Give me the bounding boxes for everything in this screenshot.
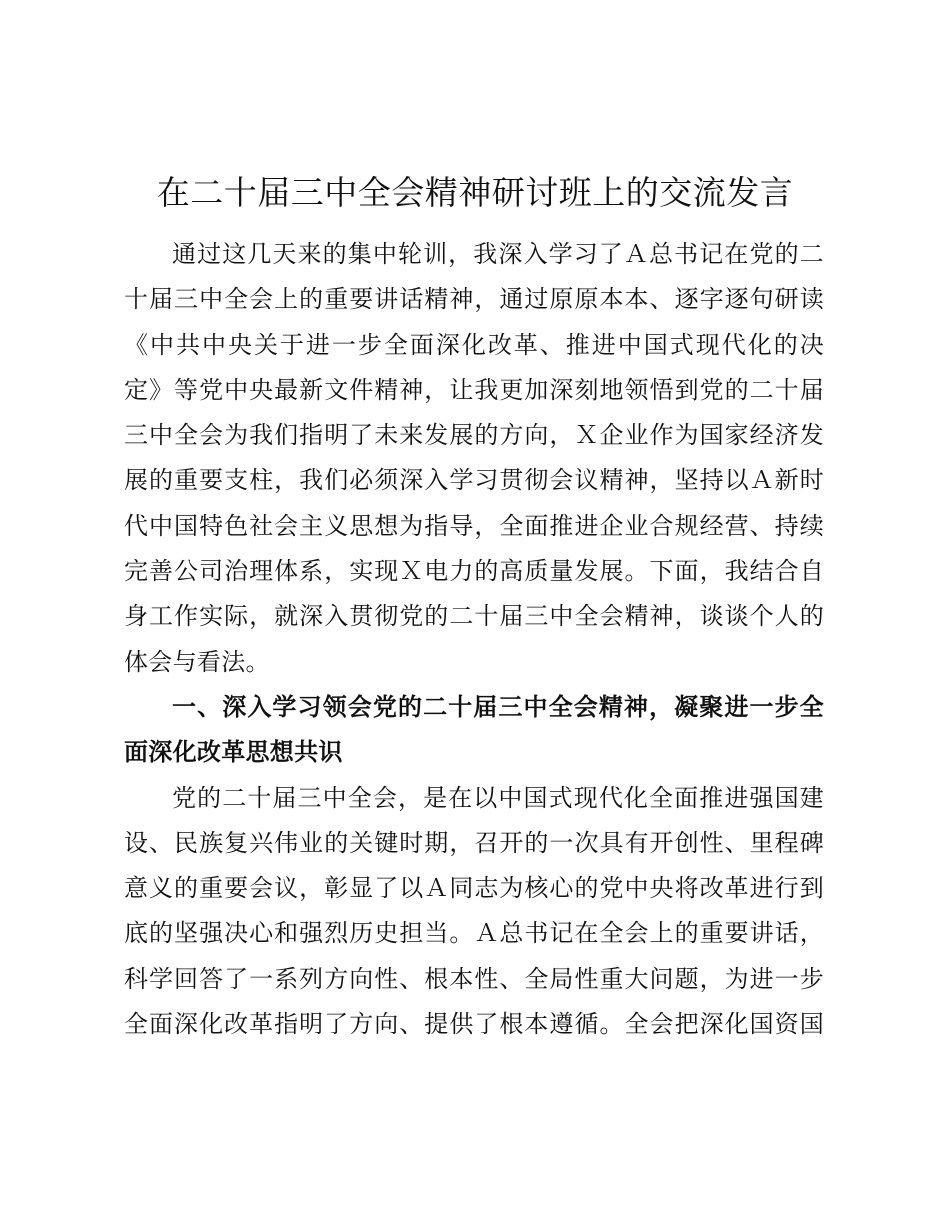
paragraph-2-line-5: 科学回答了一系列方向性、根本性、全局性重大问题，为进一步 [124,964,824,993]
paragraph-2-line-6: 全面深化改革指明了方向、提供了根本遵循。全会把深化国资国 [124,1010,824,1039]
paragraph-2-line-4: 底的坚强决心和强烈历史担当。Ａ总书记在全会上的重要讲话， [124,919,824,948]
paragraph-1-line-1: 通过这几天来的集中轮训，我深入学习了Ａ总书记在党的二 [172,240,824,268]
paragraph-1-line-10: 体会与看法。 [124,647,270,676]
paragraph-2-line-2: 设、民族复兴伟业的关键时期，召开的一次具有开创性、里程碑 [124,828,824,857]
paragraph-1-line-7: 代中国特色社会主义思想为指导，全面推进企业合规经营、持续 [124,511,824,540]
paragraph-1-line-9: 身工作实际，就深入贯彻党的二十届三中全会精神，谈谈个人的 [124,602,824,631]
section-heading-line-1: 一、深入学习领会党的二十届三中全会精神，凝聚进一步全 [172,692,824,721]
paragraph-2-line-3: 意义的重要会议，彰显了以Ａ同志为核心的党中央将改革进行到 [124,874,824,903]
paragraph-1-line-3: 《中共中央关于进一步全面深化改革、推进中国式现代化的决 [124,330,824,359]
document-title: 在二十届三中全会精神研讨班上的交流发言 [156,173,794,212]
section-heading-line-2: 面深化改革思想共识 [124,738,343,767]
document-body [124,232,824,1047]
paragraph-1-line-2: 十届三中全会上的重要讲话精神，通过原原本本、逐字逐句研读 [124,285,824,314]
paragraph-1-line-4: 定》等党中央最新文件精神，让我更加深刻地领悟到党的二十届 [124,375,824,404]
paragraph-1-line-8: 完善公司治理体系，实现Ｘ电力的高质量发展。下面，我结合自 [124,557,824,586]
paragraph-1-line-5: 三中全会为我们指明了未来发展的方向，Ｘ企业作为国家经济发 [124,421,824,450]
paragraph-2-line-1: 党的二十届三中全会，是在以中国式现代化全面推进强国建 [172,783,824,812]
paragraph-1-line-6: 展的重要支柱，我们必须深入学习贯彻会议精神，坚持以Ａ新时 [124,466,824,495]
